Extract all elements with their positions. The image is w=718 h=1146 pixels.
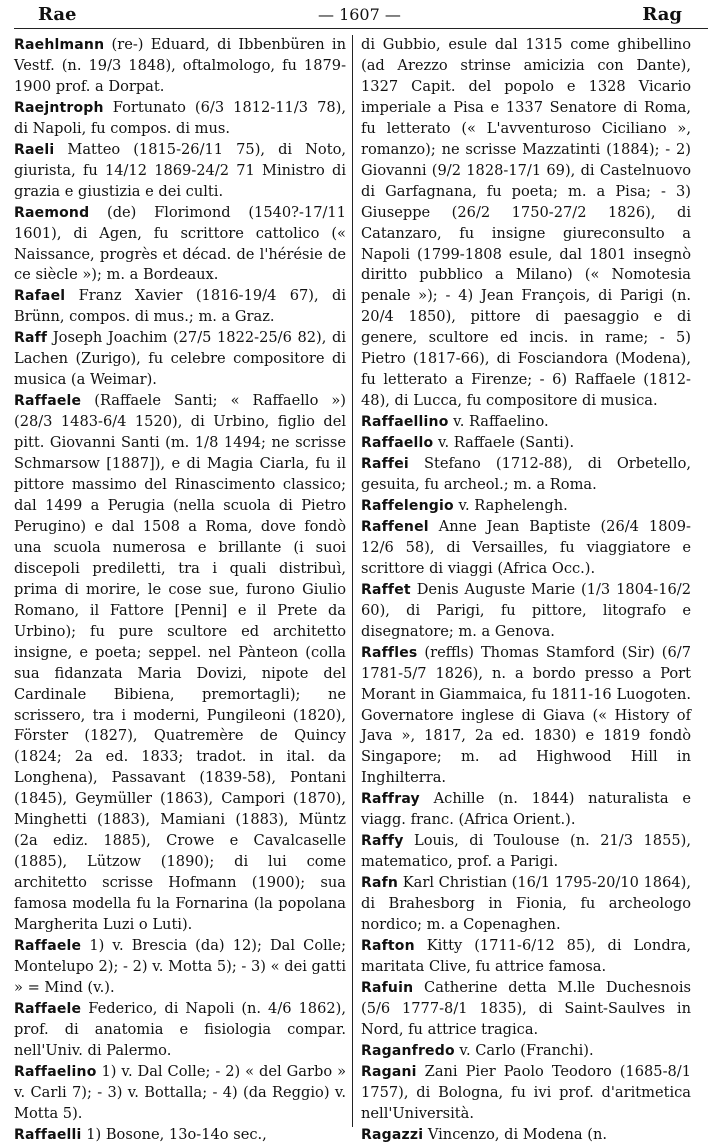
entry-headword: Rafuin	[361, 979, 414, 996]
entry-headword: Raffenel	[361, 518, 429, 535]
dictionary-entry	[361, 1041, 691, 1062]
entry-text: Kitty (1711-6/12 85), di Londra, maritata Clive, fu attrice famosa.	[361, 936, 691, 975]
dictionary-entry	[14, 286, 346, 328]
entry-headword: Raganfredo	[361, 1042, 455, 1059]
dictionary-entry	[361, 789, 691, 831]
entry-text: Karl Christian (16/1 1795-20/10 1864), di Brahesborg in Fionia, fu archeologo nordico; m. a Copenaghen.	[361, 874, 691, 934]
dictionary-entry	[14, 1125, 346, 1146]
entry-headword: Raffaello	[361, 435, 434, 452]
dictionary-entry	[14, 391, 346, 936]
dictionary-entry	[361, 978, 691, 1041]
entry-text: 1) v. Dal Colle; - 2) « del Garbo » v. Carli 7); - 3) v. Bottalla; - 4) (da Reggio) v. Motta 5).	[14, 1062, 346, 1122]
entry-headword: Rafn	[361, 875, 399, 892]
dictionary-entry	[361, 517, 691, 580]
header-left-term: Rae	[38, 4, 77, 25]
entry-headword: Raffaele	[14, 937, 82, 954]
entry-text: (reffls) Thomas Stamford (Sir) (6/7 1781-5/7 1826), n. a bordo presso a Port Morant in Giammaica, fu 1811-16 Luogoten. Governatore inglese di Giava (« History of Java », 1817, 2a ed. 1830) e 1819 fondò Singapore; m. ad Highwood Hill in Inghilterra.	[361, 643, 691, 787]
entry-headword: Raffaellino	[361, 414, 449, 431]
entry-text: (re-) Eduard, di Ibbenbüren in Vestf. (n. 19/3 1848), oftalmologo, fu 1879-1900 prof. a Dorpat.	[14, 36, 346, 95]
dictionary-entry	[361, 412, 691, 433]
entry-text: 1) v. Brescia (da) 12); Dal Colle; Montelupo 2); - 2) v. Motta 5); - 3) « dei gatti » = Mind (v.).	[14, 936, 346, 996]
dictionary-entry	[361, 1125, 691, 1146]
dictionary-entry	[14, 328, 346, 391]
entry-text: Denis Auguste Marie (1/3 1804-16/2 60), di Parigi, fu pittore, litografo e disegnatore; m. a Genova.	[361, 580, 691, 640]
entry-headword: Raemond	[14, 204, 90, 221]
entry-headword: Raffray	[361, 791, 420, 808]
dictionary-entry	[14, 1062, 346, 1125]
entry-headword: Raffelengio	[361, 497, 454, 514]
entry-text: v. Raffaelino.	[448, 413, 549, 431]
entry-text: v. Raffaele (Santi).	[433, 434, 575, 452]
entry-text: (de) Florimond (1540?-17/11 1601), di Agen, fu scrittore cattolico (« Naissance, progrès et décad. de l'hérésie de ce siècle »); m. a Bordeaux.	[14, 203, 346, 284]
entry-headword: Raehlmann	[14, 37, 105, 53]
entry-text: Catherine detta M.lle Duchesnois (5/6 1777-8/1 1835), di Saint-Saulves in Nord, fu attrice tragica.	[361, 978, 691, 1038]
entry-text: Federico, di Napoli (n. 4/6 1862), prof. di anatomia e fisiologia compar. nell'Univ. di Palermo.	[14, 999, 346, 1059]
dictionary-entry	[14, 999, 346, 1062]
entry-text: Zani Pier Paolo Teodoro (1685-8/1 1757), di Bologna, fu ivi prof. d'aritmetica nell'Università.	[361, 1062, 691, 1122]
dictionary-entry	[361, 35, 691, 412]
entry-headword: Raff	[14, 330, 48, 347]
entry-text: Vincenzo, di Modena (n.	[423, 1125, 607, 1143]
entry-headword: Raffy	[361, 833, 404, 850]
dictionary-entry	[14, 35, 346, 98]
entry-text: Franz Xavier (1816-19/4 67), di Brünn, compos. di mus.; m. a Graz.	[14, 287, 346, 326]
entry-text: di Gubbio, esule dal 1315 come ghibellino (ad Arezzo strinse amicizia con Dante), 1327 Capit. del popolo e 1328 Vicario imperiale a Pisa e 1337 Senatore di Roma, fu letterato (« L'avventuroso Ciciliano », romanzo); ne scrisse Mazzatinti (1884); - 2) Giovanni (9/2 1828-17/1 69), di Castelnuovo di Garfagnana, fu poeta; m. a Pisa; - 3) Giuseppe (26/2 1750-27/2 1826), di Catanzaro, fu insigne giureconsulto a Napoli (1799-1808 esule, dal 1801 insegnò diritto pubblico a Milano) (« Nomotesia penale »); - 4) Jean François, di Parigi (n. 20/4 1850), pittore di paesaggio e di genere, scultore ed incis. in rame; - 5) Pietro (1817-66), di Fosciandora (Modena), fu letterato a Firenze; - 6) Raffaele (1812-48), di Lucca, fu compositore di musica.	[361, 36, 691, 410]
running-header	[14, 4, 708, 29]
dictionary-entry	[361, 873, 691, 936]
entry-headword: Ragazzi	[361, 1126, 424, 1143]
entry-headword: Raffei	[361, 456, 409, 473]
header-right-term: Rag	[642, 4, 682, 25]
right-column	[353, 35, 691, 1143]
dictionary-entry	[361, 643, 691, 790]
two-column-body	[14, 35, 708, 1143]
entry-text: v. Raphelengh.	[453, 496, 568, 514]
dictionary-entry	[361, 433, 691, 454]
left-column	[14, 35, 352, 1143]
dictionary-entry	[361, 496, 691, 517]
entry-headword: Ragani	[361, 1063, 417, 1080]
dictionary-entry	[361, 936, 691, 978]
entry-text: Matteo (1815-26/11 75), di Noto, giurista, fu 14/12 1869-24/2 71 Ministro di grazia e giustizia e dei culti.	[14, 140, 346, 200]
entry-text: Achille (n. 1844) naturalista e viagg. franc. (Africa Orient.).	[361, 790, 691, 829]
entry-headword: Rafton	[361, 937, 415, 954]
dictionary-entry	[14, 203, 346, 287]
entry-headword: Raffaele	[14, 1000, 82, 1017]
entry-text: Fortunato (6/3 1812-11/3 78), di Napoli, fu compos. di mus.	[14, 98, 346, 137]
entry-headword: Raffaelli	[14, 1126, 82, 1143]
dictionary-entry	[14, 140, 346, 203]
entry-text: (Raffaele Santi; « Raffaello ») (28/3 1483-6/4 1520), di Urbino, figlio del pitt. Giovanni Santi (m. 1/8 1494; ne scrisse Schmarsow [1887]), e di Magia Ciarla, fu il pittore massimo del Rinascimento classico; dal 1499 a Perugia (nella scuola di Pietro Perugino) e dal 1508 a Roma, dove fondò una scuola numerosa e brillante (i suoi discepoli prediletti, tra i quali distribuì, prima di morire, le cose sue, furono Giulio Romano, il Fattore [Penni] e il Prete da Urbino); fu pure scultore ed architetto insigne, e poeta; seppel. nel Pànteon (colla sua fidanzata Maria Dovizi, nipote del Cardinale Bibiena, premortagli); ne scrissero, tra i moderni, Pungileoni (1820), Förster (1827), Quatremère de Quincy (1824; 2a ed. 1833; tradot. in ital. da Longhena), Passavant (1839-58), Pontani (1845), Geymüller (1863), Campori (1870), Minghetti (1883), Mamiani (1883), Müntz (2a ediz. 1885), Crowe e Cavalcaselle (1885), Lützow (1890); di lui come architetto scrisse Hofmann (1900); sua famosa modella fu la Fornarina (la popolana Margherita Luzi o Luti).	[14, 392, 346, 934]
entry-headword: Raeli	[14, 141, 55, 158]
dictionary-entry	[14, 936, 346, 999]
dictionary-entry	[361, 1062, 691, 1125]
entry-text: Joseph Joachim (27/5 1822-25/6 82), di Lachen (Zurigo), fu celebre compositore di musica (a Weimar).	[14, 329, 346, 389]
entry-headword: Raejntroph	[14, 99, 104, 116]
entry-headword: Raffles	[361, 644, 418, 661]
entry-headword: Rafael	[14, 288, 66, 305]
entry-headword: Raffaele	[14, 393, 82, 410]
entry-text: 1) Bosone, 13o-14o sec.,	[81, 1125, 267, 1143]
dictionary-entry	[361, 580, 691, 643]
entry-text: Stefano (1712-88), di Orbetello, gesuita, fu archeol.; m. a Roma.	[361, 455, 691, 494]
entry-headword: Raffet	[361, 581, 411, 598]
dictionary-entry	[361, 831, 691, 873]
entry-headword: Raffaelino	[14, 1063, 97, 1080]
entry-text: Anne Jean Baptiste (26/4 1809-12/6 58), di Versailles, fu viaggiatore e scrittore di viaggi (Africa Occ.).	[361, 517, 691, 577]
dictionary-entry	[361, 454, 691, 496]
entry-text: v. Carlo (Franchi).	[454, 1041, 594, 1059]
dictionary-entry	[14, 98, 346, 140]
entry-text: Louis, di Toulouse (n. 21/3 1855), matematico, prof. a Parigi.	[361, 832, 691, 871]
page-number: — 1607 —	[317, 5, 401, 24]
